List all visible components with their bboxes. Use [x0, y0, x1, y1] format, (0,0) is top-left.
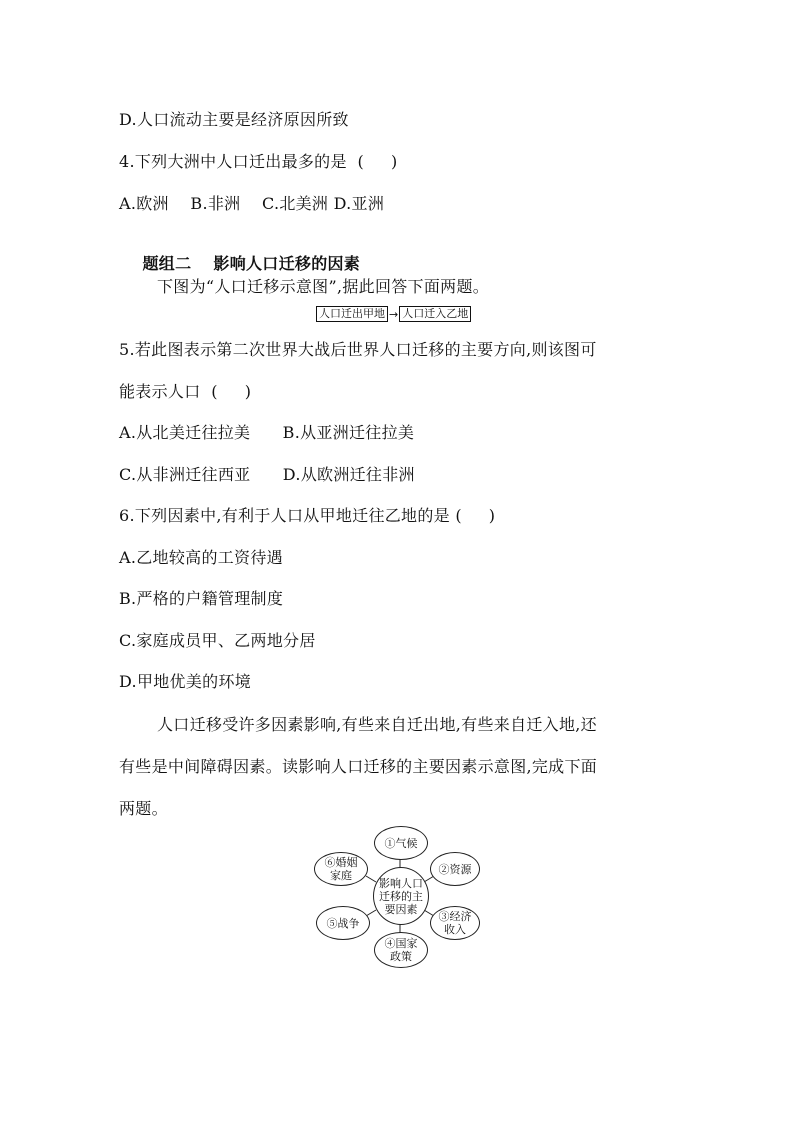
arrow-icon: → [389, 307, 399, 321]
options-q5-cd: C.从非洲迁往西亚 D.从欧洲迁往非洲 [119, 465, 415, 484]
node-climate: ①气候 [374, 826, 428, 860]
option-a-q6: A.乙地较高的工资待遇 [119, 548, 283, 567]
passage-line-2: 有些是中间障碍因素。读影响人口迁移的主要因素示意图,完成下面 [119, 757, 598, 776]
node-national-policy: ④国家 政策 [374, 932, 428, 968]
option-d-q3: D.人口流动主要是经济原因所致 [119, 110, 349, 129]
passage-line-3: 两题。 [119, 799, 168, 818]
options-q4: A.欧洲 B.非洲 C.北美洲 D.亚洲 [119, 194, 385, 213]
passage-line-1: 人口迁移受许多因素影响,有些来自迁出地,有些来自迁入地,还 [157, 715, 597, 734]
figure-intro: 下图为“人口迁移示意图”,据此回答下面两题。 [157, 277, 490, 296]
option-d-q6: D.甲地优美的环境 [119, 672, 252, 691]
question-6: 6.下列因素中,有利于人口从甲地迁往乙地的是 ( ) [119, 506, 496, 525]
node-war: ⑤战争 [316, 906, 370, 940]
node-resources: ②资源 [430, 852, 480, 886]
option-b-q6: B.严格的户籍管理制度 [119, 589, 284, 608]
question-4: 4.下列大洲中人口迁出最多的是 ( ) [119, 152, 398, 171]
migration-factors-diagram [300, 820, 500, 970]
migration-flow-diagram [316, 305, 471, 323]
question-5: 5.若此图表示第二次世界大战后世界人口迁移的主要方向,则该图可 [119, 340, 597, 359]
node-economic-income: ③经济 收入 [430, 906, 480, 940]
options-q5-ab: A.从北美迁往拉美 B.从亚洲迁往拉美 [119, 423, 415, 442]
option-c-q6: C.家庭成员甲、乙两地分居 [119, 631, 316, 650]
destination-box: 人口迁入乙地 [399, 306, 471, 322]
node-marriage-family: ⑥婚姻 家庭 [314, 852, 368, 886]
question-5-cont: 能表示人口 ( ) [119, 382, 252, 401]
section-group-title: 影响人口迁移的因素 [213, 254, 361, 273]
section-group-label: 题组二 [142, 254, 192, 273]
center-node: 影响人口 迁移的主 要因素 [373, 867, 429, 925]
origin-box: 人口迁出甲地 [316, 306, 388, 322]
